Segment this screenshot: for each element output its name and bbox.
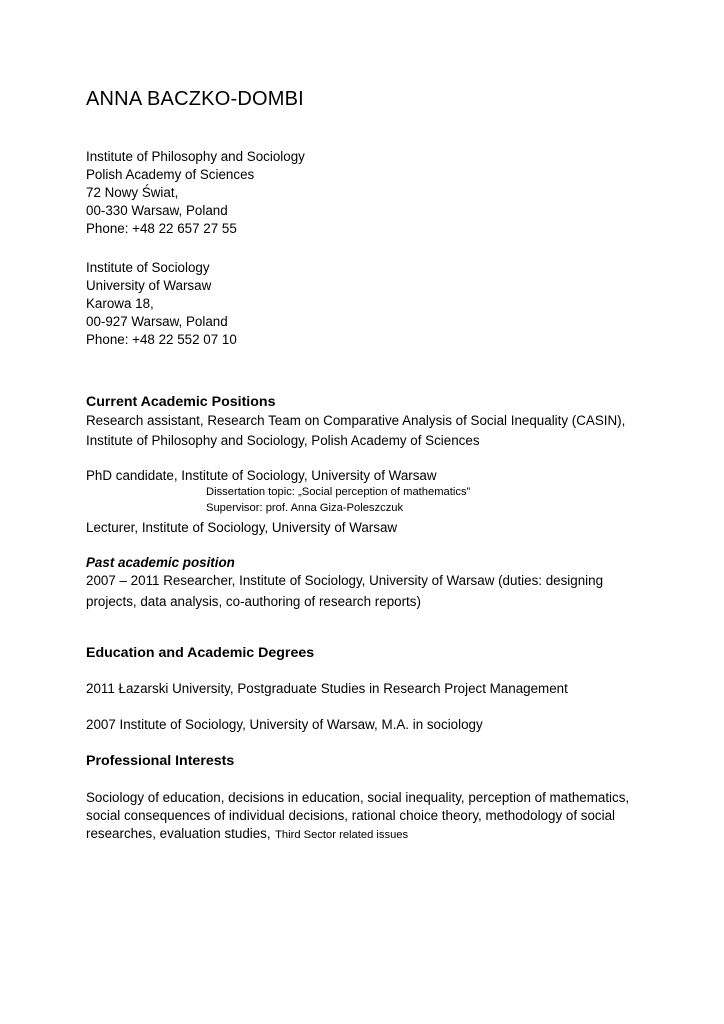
address-line: Karowa 18, bbox=[86, 296, 154, 311]
dissertation-topic: Dissertation topic: „Social perception of mathematics” bbox=[206, 486, 471, 498]
address-block-uw bbox=[86, 259, 237, 349]
person-name: ANNA BACZKO-DOMBI bbox=[86, 88, 304, 110]
education-heading: Education and Academic Degrees bbox=[86, 645, 315, 661]
lecturer-line: Lecturer, Institute of Sociology, University of Warsaw bbox=[86, 520, 398, 535]
past-position-heading: Past academic position bbox=[86, 555, 235, 570]
address-line: 00-927 Warsaw, Poland bbox=[86, 314, 228, 329]
position-line: Research assistant, Research Team on Comparative Analysis of Social Inequality (CASIN), bbox=[86, 413, 626, 428]
phone-line: Phone: +48 22 552 07 10 bbox=[86, 332, 237, 347]
interests-line: Sociology of education, decisions in education, social inequality, perception of mathematics, bbox=[86, 790, 630, 805]
interests-text: researches, evaluation studies, bbox=[86, 826, 271, 841]
address-line: Polish Academy of Sciences bbox=[86, 167, 255, 182]
past-position-line: 2007 – 2011 Researcher, Institute of Sociology, University of Warsaw (duties: designing bbox=[86, 573, 604, 588]
address-block-pas bbox=[86, 148, 305, 238]
interests-text-small: Third Sector related issues bbox=[275, 829, 409, 841]
interests-heading: Professional Interests bbox=[86, 753, 235, 769]
interests-line bbox=[86, 825, 408, 843]
phd-line: PhD candidate, Institute of Sociology, University of Warsaw bbox=[86, 468, 437, 483]
address-line: University of Warsaw bbox=[86, 278, 212, 293]
past-position-line: projects, data analysis, co-authoring of research reports) bbox=[86, 594, 421, 609]
address-line: 00-330 Warsaw, Poland bbox=[86, 203, 228, 218]
education-item: 2007 Institute of Sociology, University of Warsaw, M.A. in sociology bbox=[86, 717, 483, 732]
address-line: 72 Nowy Świat, bbox=[86, 185, 179, 200]
education-item: 2011 Łazarski University, Postgraduate Studies in Research Project Management bbox=[86, 681, 568, 696]
address-line: Institute of Philosophy and Sociology bbox=[86, 149, 305, 164]
address-line: Institute of Sociology bbox=[86, 260, 210, 275]
supervisor: Supervisor: prof. Anna Giza-Poleszczuk bbox=[206, 502, 404, 514]
current-positions-heading: Current Academic Positions bbox=[86, 394, 276, 410]
phone-line: Phone: +48 22 657 27 55 bbox=[86, 221, 237, 236]
position-line: Institute of Philosophy and Sociology, Polish Academy of Sciences bbox=[86, 433, 480, 448]
interests-line: social consequences of individual decisions, rational choice theory, methodology of social bbox=[86, 808, 615, 823]
